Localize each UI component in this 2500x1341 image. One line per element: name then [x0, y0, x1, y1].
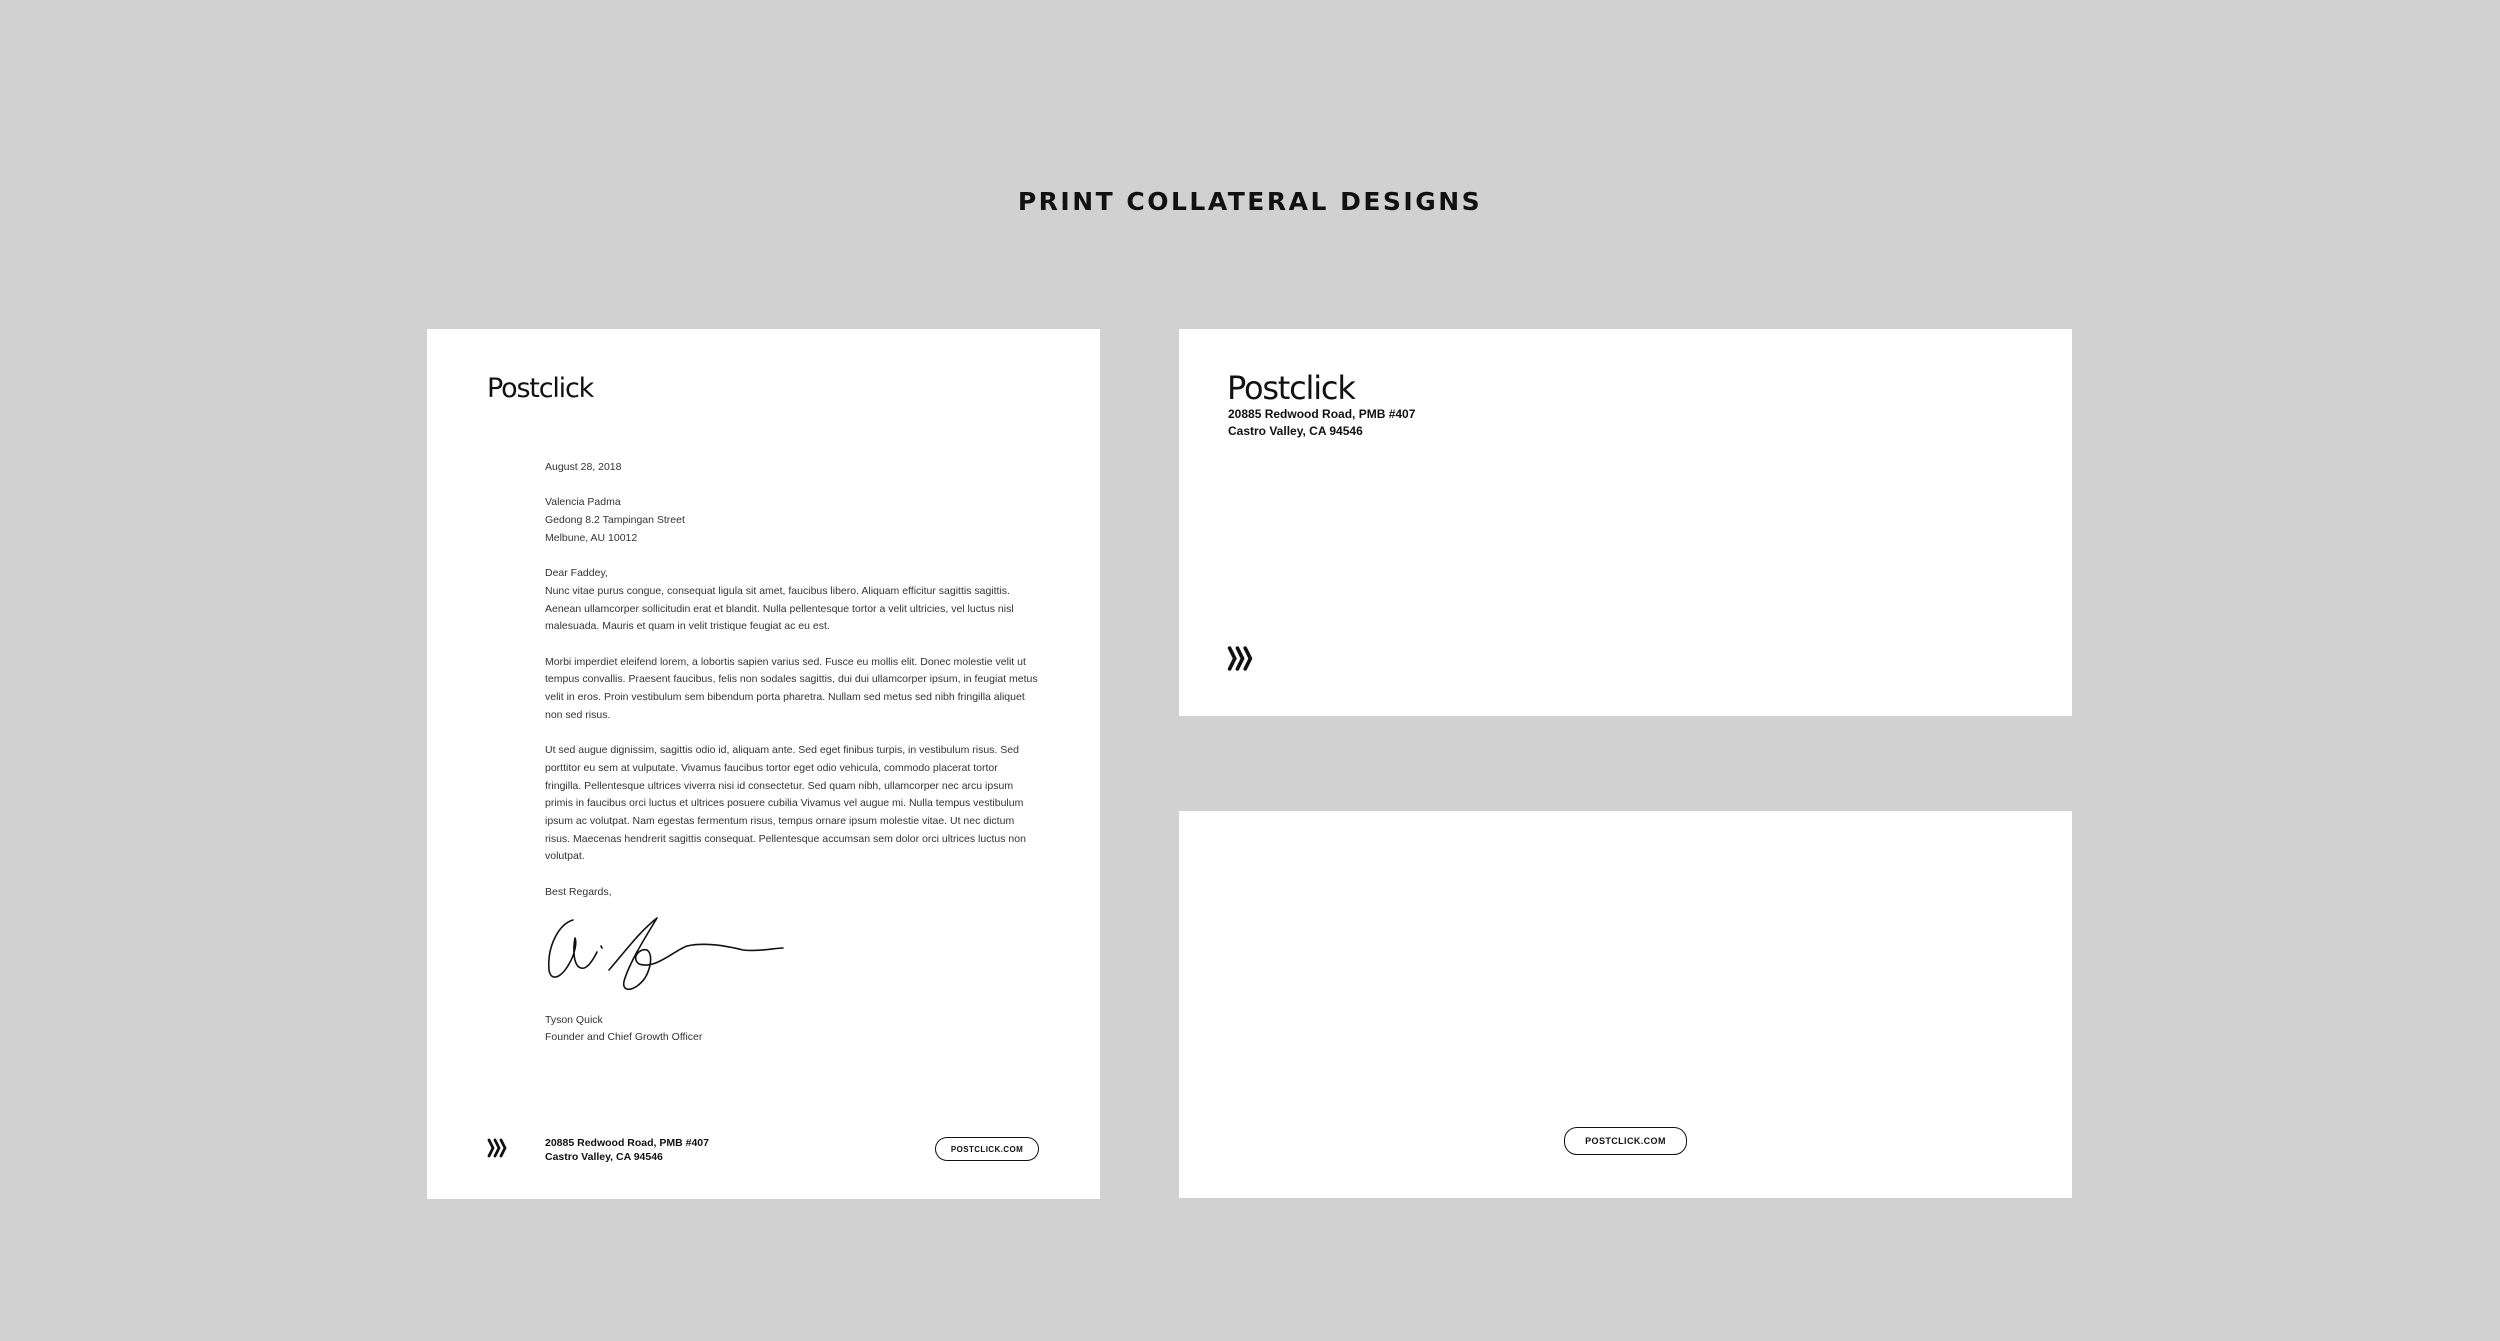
- address-line: 20885 Redwood Road, PMB #407: [1228, 407, 1416, 421]
- address-line: Castro Valley, CA 94546: [1228, 424, 1363, 438]
- text-line: fringilla. Pellentesque ultrices viverra nisi id consectetur. Sed quam nibh, ullamcorper nec arcu ipsum: [545, 779, 1014, 792]
- letter-date: August 28, 2018: [545, 461, 622, 473]
- signature-icon: [539, 908, 789, 1000]
- text-line: ipsum ac volutpat. Nam egestas fermentum risus, tempus ornare ipsum molestie vitae. Ut nec dictum: [545, 815, 1015, 827]
- website-link[interactable]: POSTCLICK.COM: [1564, 1127, 1687, 1155]
- text-line: Morbi imperdiet eleifend lorem, a lobortis sapien varius sed. Fusce eu mollis elit. Donec molestie velit ut: [545, 655, 1026, 668]
- closing: Best Regards,: [545, 885, 612, 898]
- recipient-block: [545, 494, 1045, 547]
- text-line: volutpat.: [545, 850, 585, 863]
- paragraph-1: [545, 565, 1045, 636]
- footer-address: [545, 1136, 709, 1164]
- text-line: primis in faucibus orci luctus et ultrices posuere cubilia Vivamus vel augue mi. Nulla tempus vestibulum: [545, 797, 1024, 810]
- text-line: malesuada. Mauris et quam in velit tristique feugiat ac eu est.: [545, 620, 830, 633]
- text-line: porttitor eu sem at vulputate. Vivamus faucibus tortor eget odio vehicula, commodo placerat tortor: [545, 761, 998, 774]
- return-address: [1228, 406, 1415, 440]
- text-line: non sed risus.: [545, 708, 611, 721]
- paragraph-2: [545, 654, 1045, 725]
- paragraph-3: [545, 742, 1045, 866]
- address-line: Castro Valley, CA 94546: [545, 1151, 663, 1163]
- letter-body: [545, 459, 1045, 1047]
- postclick-logo: Postclick: [1227, 369, 1355, 407]
- recipient-line: Valencia Padma: [545, 496, 621, 509]
- triple-chevron-icon: [487, 1137, 507, 1159]
- envelope-front: [1179, 329, 2072, 716]
- text-line: Ut sed augue dignissim, sagittis odio id, aliquam ante. Sed eget finibus turpis, in vestibulum risus. Sed: [545, 744, 1019, 757]
- text-line: risus. Maecenas hendrerit sagittis consequat. Pellentesque accumsan sem dolor orci ultrices luctus non: [545, 832, 1026, 845]
- recipient-line: Melbune, AU 10012: [545, 531, 638, 544]
- text-line: velit in eros. Proin vestibulum sem bibendum porta pharetra. Nullam sed metus sed nibh fringilla aliquet: [545, 691, 1025, 704]
- recipient-line: Gedong 8.2 Tampingan Street: [545, 514, 685, 527]
- text-line: Aenean ullamcorper sollicitudin erat et blandit. Nulla pellentesque tortor a velit ultricies, vel luctus nisl: [545, 602, 1014, 615]
- address-line: 20885 Redwood Road, PMB #407: [545, 1137, 709, 1149]
- text-line: tempus convallis. Praesent faucibus, felis non sodales sagittis, dui dui ullamcorper ipsum, in feugiat metus: [545, 673, 1038, 686]
- triple-chevron-icon: [1227, 644, 1253, 673]
- letterhead-sheet: [427, 329, 1100, 1199]
- signer-title: Founder and Chief Growth Officer: [545, 1031, 703, 1044]
- postclick-logo: Postclick: [487, 373, 594, 404]
- signer-name: Tyson Quick: [545, 1013, 603, 1026]
- envelope-back: [1179, 811, 2072, 1198]
- text-line: Nunc vitae purus congue, consequat ligula sit amet, faucibus libero. Aliquam efficitur sagittis sagittis.: [545, 584, 1010, 597]
- page-title: PRINT COLLATERAL DESIGNS: [1017, 187, 1483, 216]
- website-link[interactable]: POSTCLICK.COM: [935, 1137, 1039, 1161]
- salutation: Dear Faddey,: [545, 567, 608, 580]
